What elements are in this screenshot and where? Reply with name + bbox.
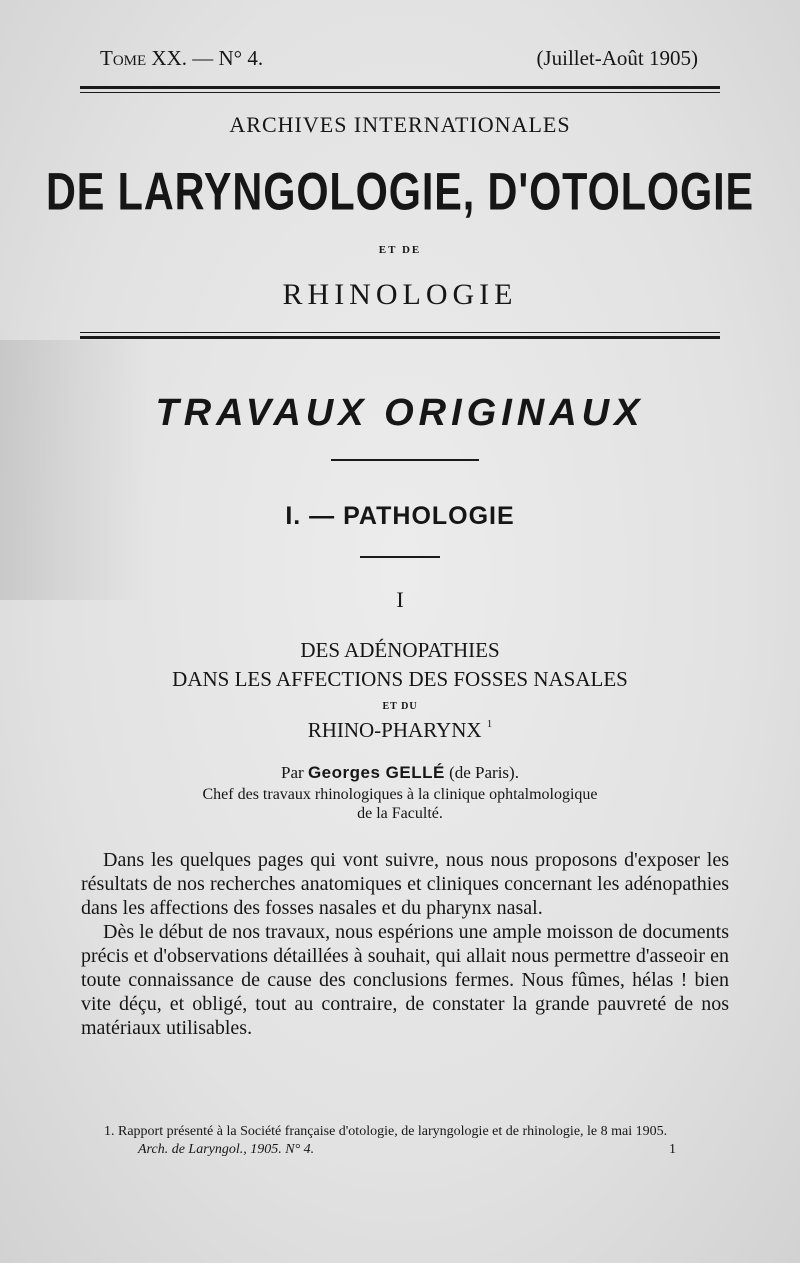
header-rule-thick	[80, 86, 720, 89]
masthead-rule-thin	[80, 332, 720, 333]
author-line: Par Georges GELLÉ (de Paris).	[281, 763, 519, 782]
article-title-connector: ET DU	[382, 701, 418, 712]
footnote-mark: 1	[486, 718, 493, 730]
masthead-line-1: ARCHIVES INTERNATIONALES	[229, 112, 571, 137]
page-footer	[82, 1141, 732, 1159]
body-paragraph: Dès le début de nos travaux, nous espérions une ample moisson de documents précis et d'observations détaillées à souhait, qui allait nous permettre d'asseoir en toute connaissance de cause des conclusions fermes. Nous fûmes, hélas ! bien vite déçu, et obligé, tout au contraire, de constater la grande pauvreté de nos matériaux utilisables.	[81, 921, 729, 1039]
section-title: TRAVAUX ORIGINAUX	[155, 392, 645, 434]
masthead-line-3: RHINOLOGIE	[282, 278, 518, 311]
subsection-divider	[360, 556, 440, 558]
author-role-line-1: Chef des travaux rhinologiques à la clinique ophtalmologique	[202, 786, 598, 803]
masthead-title: DE LARYNGOLOGIE, D'OTOLOGIE	[45, 161, 755, 221]
author-role-line-2: de la Faculté.	[357, 805, 443, 822]
masthead-connector: ET DE	[378, 244, 422, 256]
journal-signature: Arch. de Laryngol., 1905. N° 4.	[138, 1142, 315, 1157]
issue-header	[100, 46, 698, 80]
article-title-line-3: RHINO-PHARYNX $^1$	[307, 718, 493, 742]
page-stain	[0, 340, 150, 600]
author-name: Georges GELLÉ	[307, 763, 445, 782]
footnote: 1. Rapport présenté à la Société française d'otologie, de laryngologie et de rhinologie, le 8 mai 1905.	[104, 1124, 668, 1139]
article-title-line-2: DANS LES AFFECTIONS DES FOSSES NASALES	[172, 667, 628, 691]
footnotes	[82, 1123, 732, 1159]
subsection-title: I. — PATHOLOGIE	[285, 502, 515, 530]
header-rule-thin	[80, 92, 720, 93]
page-number: 1	[669, 1142, 676, 1157]
volume-number: Tome XX. — N° 4.	[100, 46, 264, 70]
issue-date: (Juillet-Août 1905)	[536, 46, 698, 70]
masthead-rule-thick	[80, 336, 720, 339]
section-divider	[331, 459, 479, 461]
article-body	[81, 848, 729, 1040]
body-paragraph: Dans les quelques pages qui vont suivre, nous nous proposons d'exposer les résultats de nos recherches anatomiques et cliniques concernant les adénopathies dans les affections des fosses nasales et du pharynx nasal.	[81, 849, 729, 919]
article-title-line-1: DES ADÉNOPATHIES	[300, 638, 500, 662]
article-number: I	[396, 587, 404, 612]
